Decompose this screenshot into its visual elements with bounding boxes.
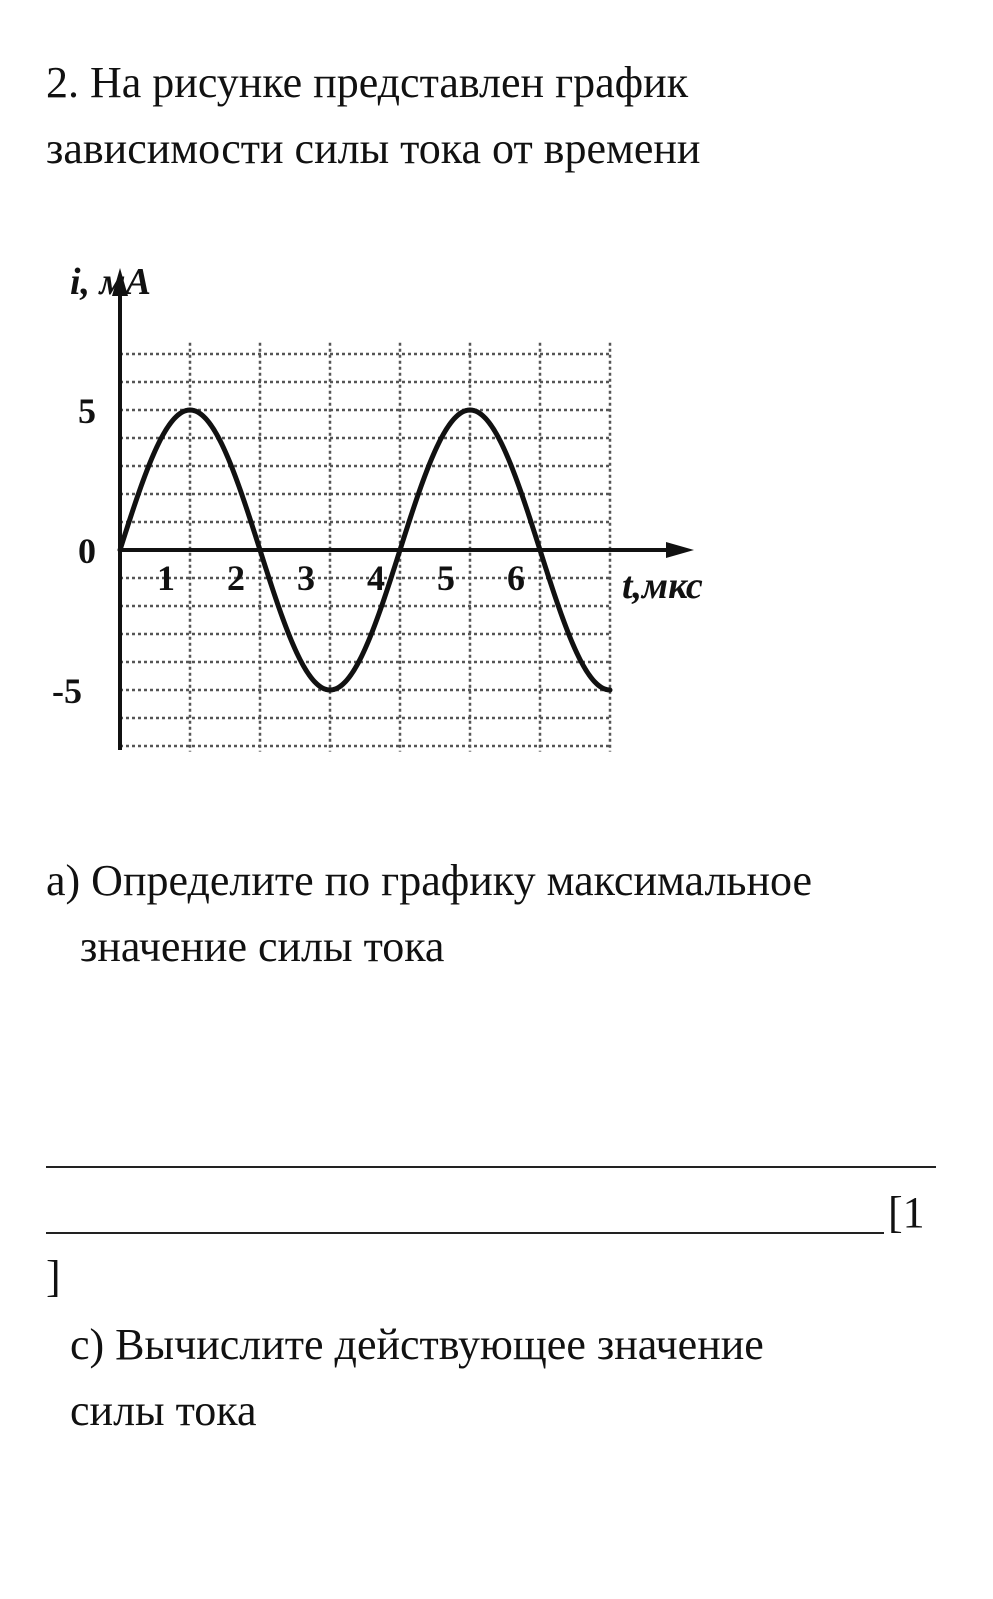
part-c-line1: с) Вычислите действующее значение <box>70 1320 764 1369</box>
y-tick-label: 0 <box>78 531 96 571</box>
y-axis-label: i, мА <box>70 261 151 303</box>
chart-axes <box>112 268 694 750</box>
x-tick-label: 4 <box>367 558 385 598</box>
y-tick-labels <box>52 391 96 711</box>
score-mark-close: ] <box>46 1252 61 1301</box>
x-axis-arrow <box>666 542 694 558</box>
part-c-line2: силы тока <box>70 1386 257 1435</box>
x-tick-label: 5 <box>437 558 455 598</box>
x-tick-label: 3 <box>297 558 315 598</box>
answer-line-1[interactable] <box>46 1166 936 1168</box>
answer-line-2[interactable] <box>46 1232 884 1234</box>
question-title-line1: 2. На рисунке представлен график <box>46 58 689 107</box>
question-title <box>46 50 946 182</box>
x-axis-label: t,мкс <box>622 565 703 607</box>
x-tick-label: 1 <box>157 558 175 598</box>
x-tick-label: 2 <box>227 558 245 598</box>
y-tick-label: -5 <box>52 671 82 711</box>
part-a-question <box>46 848 812 980</box>
question-title-line2: зависимости силы тока от времени <box>46 124 701 173</box>
y-tick-label: 5 <box>78 391 96 431</box>
part-c-question <box>70 1312 764 1444</box>
x-tick-label: 6 <box>507 558 525 598</box>
current-time-chart <box>0 240 993 780</box>
part-a-line2: значение силы тока <box>80 922 445 971</box>
part-a-line1: а) Определите по графику максимальное <box>46 856 813 905</box>
score-mark-open: [1 <box>888 1188 925 1237</box>
